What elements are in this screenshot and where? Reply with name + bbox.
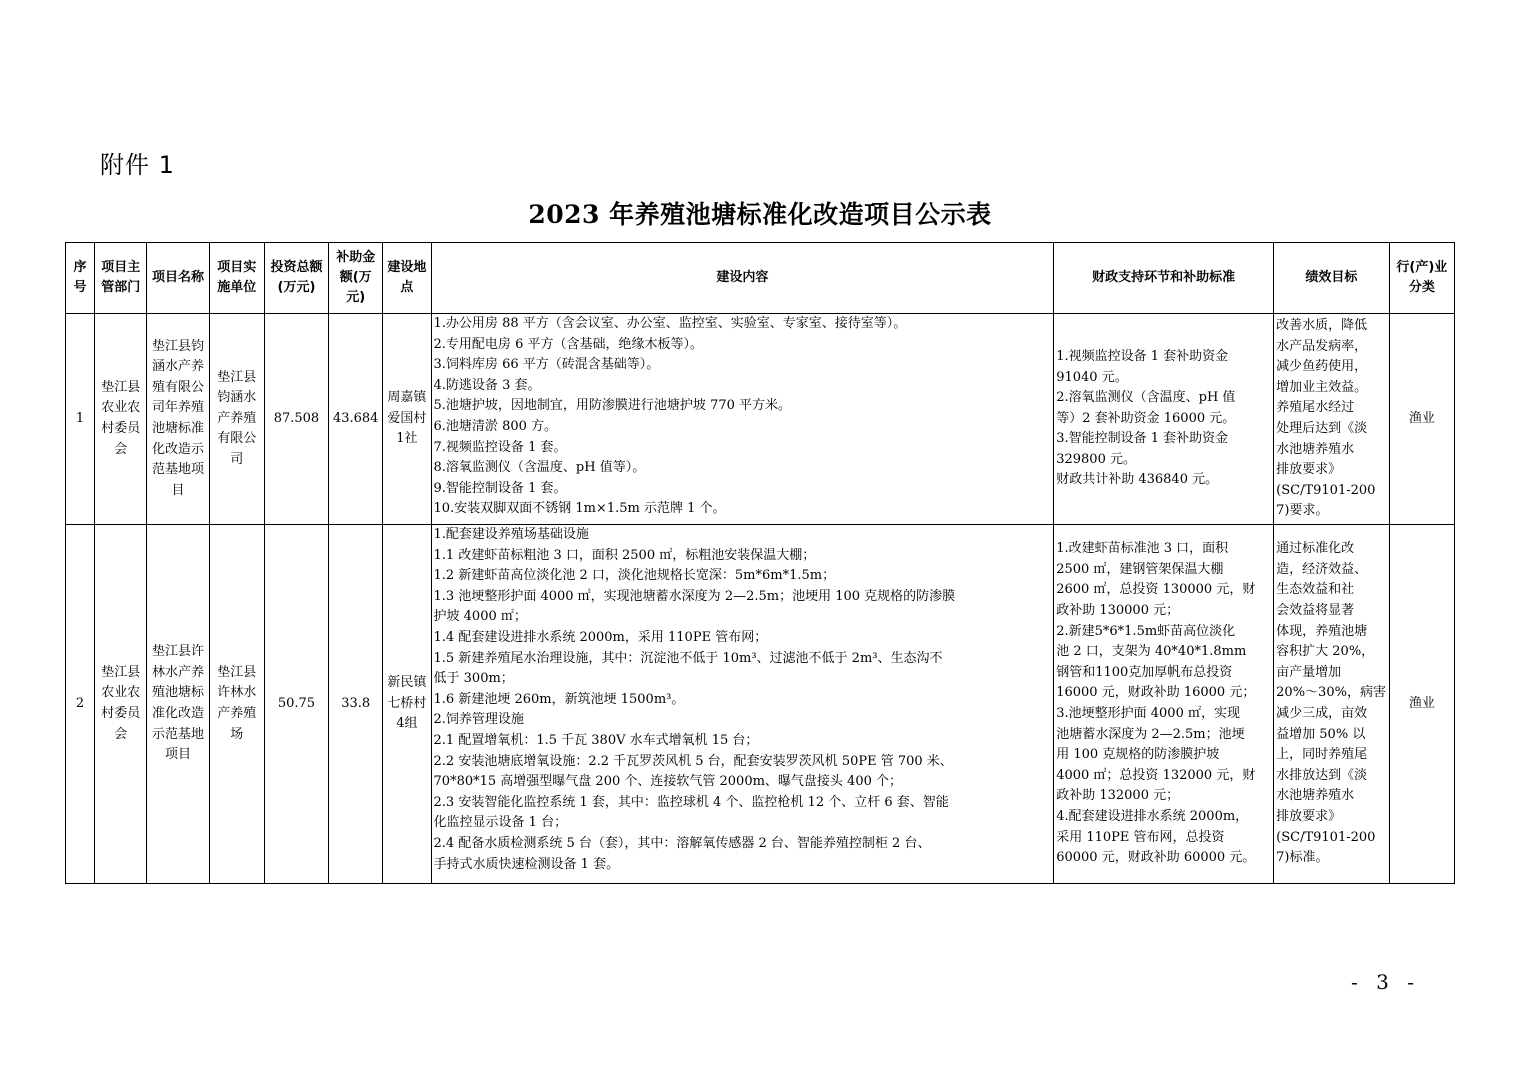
cell-line: 化监控显示设备 1 台； [433, 815, 568, 831]
cell-line: 1.视频监控设备 1 套补助资金 [1056, 348, 1229, 364]
cell-line: 2500 ㎡，建钢管架保温大棚 [1056, 561, 1224, 577]
header-place: 建设地点 [383, 243, 431, 314]
cell-line: 养殖尾水经过 [1276, 400, 1355, 416]
cell-line: 用 100 克规格的防渗膜护坡 [1056, 747, 1220, 763]
cell-line: 4.配套建设进排水系统 2000m， [1056, 808, 1249, 824]
cell-line: 329800 元。 [1056, 451, 1136, 467]
cell-content [431, 314, 1054, 525]
cell-industry: 渔业 [1389, 314, 1454, 525]
cell-unit: 垫江县钧涵水产养殖有限公司 [209, 314, 264, 525]
cell-name: 垫江县许林水产养殖池塘标准化改造示范基地项目 [147, 525, 209, 884]
header-invest: 投资总额(万元) [264, 243, 328, 314]
cell-line: 政补助 132000 元； [1056, 788, 1180, 804]
table-row [66, 525, 1455, 884]
cell-line: 16000 元，财政补助 16000 元； [1056, 685, 1256, 701]
project-table [65, 242, 1455, 884]
cell-line: 60000 元，财政补助 60000 元。 [1056, 850, 1256, 866]
cell-line: 2.4 配备水质检测系统 5 台（套），其中：溶解氧传感器 2 台、智能养殖控制柜 2 台、 [433, 835, 931, 851]
cell-line: 2.新建5*6*1.5m虾苗高位淡化 [1056, 623, 1236, 639]
header-subsidy: 补助金额(万元) [329, 243, 383, 314]
cell-line: 9.智能控制设备 1 套。 [433, 480, 567, 496]
cell-line: 造，经济效益、 [1276, 561, 1368, 577]
cell-line: 水产品发病率， [1276, 338, 1368, 354]
cell-line: 益增加 50% 以 [1276, 726, 1366, 742]
cell-line: 增加业主效益。 [1276, 379, 1368, 395]
cell-line: 水池塘养殖水 [1276, 788, 1355, 804]
cell-line: 2.专用配电房 6 平方（含基础，绝缘木板等）。 [433, 336, 703, 352]
cell-content [431, 525, 1054, 884]
cell-line: 减少鱼药使用， [1276, 359, 1368, 375]
cell-line: 1.改建虾苗标准池 3 口，面积 [1056, 541, 1229, 557]
cell-line: 排放要求》 [1276, 462, 1342, 478]
cell-line: 体现，养殖池塘 [1276, 623, 1368, 639]
cell-seq: 1 [66, 314, 95, 525]
header-unit: 项目实施单位 [209, 243, 264, 314]
cell-line: 减少三成，亩效 [1276, 706, 1368, 721]
cell-line: 钢管和1100克加厚帆布总投资 [1056, 664, 1233, 680]
cell-line: 3.饲料库房 66 平方（砖混含基础等）。 [433, 357, 660, 373]
cell-fiscal [1054, 314, 1274, 525]
cell-line: 1.2 新建虾苗高位淡化池 2 口，淡化池规格长宽深：5m*6m*1.5m； [433, 568, 836, 584]
cell-line: 池塘蓄水深度为 2—2.5m；池埂 [1056, 726, 1245, 742]
cell-line: 政补助 130000 元； [1056, 603, 1180, 619]
cell-line: 2600 ㎡，总投资 130000 元，财 [1056, 582, 1256, 598]
cell-line: 等）2 套补助资金 16000 元。 [1056, 410, 1236, 426]
cell-industry: 渔业 [1389, 525, 1454, 884]
cell-line: 处理后达到《淡 [1276, 421, 1368, 436]
cell-seq: 2 [66, 525, 95, 884]
page-number: - 3 - [1351, 970, 1420, 994]
cell-line: 7)要求。 [1276, 503, 1329, 519]
cell-line: 水池塘养殖水 [1276, 441, 1355, 457]
cell-line: (SC/T9101-200 [1276, 482, 1376, 498]
attachment-label: 附件 1 [100, 151, 175, 179]
cell-line: 亩产量增加 [1276, 664, 1342, 680]
cell-name: 垫江县钧涵水产养殖有限公司年养殖池塘标准化改造示范基地项目 [147, 314, 209, 525]
cell-subsidy: 33.8 [329, 525, 383, 884]
cell-subsidy: 43.684 [329, 314, 383, 525]
cell-line: 1.配套建设养殖场基础设施 [433, 527, 589, 542]
header-content: 建设内容 [431, 243, 1054, 314]
cell-line: 改善水质，降低 [1276, 318, 1368, 334]
cell-line: 8.溶氧监测仪（含温度、pH 值等）。 [433, 460, 646, 476]
cell-line: 7)标准。 [1276, 850, 1329, 866]
cell-line: 容积扩大 20%， [1276, 644, 1375, 660]
cell-line: 上，同时养殖尾 [1276, 747, 1368, 763]
document-title: 2023 年养殖池塘标准化改造项目公示表 [528, 200, 992, 229]
cell-line: 1.6 新建池埂 260m，新筑池埂 1500m³。 [433, 691, 685, 707]
cell-unit: 垫江县许林水产养殖场 [209, 525, 264, 884]
cell-line: (SC/T9101-200 [1276, 829, 1376, 845]
cell-dept: 垫江县农业农村委员会 [95, 314, 147, 525]
cell-invest: 50.75 [264, 525, 328, 884]
cell-line: 水排放达到《淡 [1276, 767, 1368, 783]
cell-line: 20%～30%，病害 [1276, 685, 1386, 701]
header-industry: 行(产)业分类 [1389, 243, 1454, 314]
cell-line: 2.2 安装池塘底增氧设施：2.2 千瓦罗茨风机 5 台，配套安装罗茨风机 50PE 管 700 米、 [433, 753, 953, 769]
cell-line: 采用 110PE 管布网，总投资 [1056, 829, 1225, 845]
cell-line: 通过标准化改 [1276, 541, 1355, 557]
cell-line: 2.饲养管理设施 [433, 712, 524, 728]
cell-line: 5.池塘护坡，因地制宜，用防渗膜进行池塘护坡 770 平方米。 [433, 398, 792, 414]
table-row [66, 314, 1455, 525]
cell-invest: 87.508 [264, 314, 328, 525]
cell-line: 1.办公用房 88 平方（含会议室、办公室、监控室、实验室、专家室、接待室等）。 [433, 316, 907, 331]
cell-line: 会效益将显著 [1276, 603, 1355, 619]
cell-line: 70*80*15 高增强型曝气盘 200 个、连接软气管 2000m、曝气盘接头 400 个； [433, 774, 902, 790]
cell-line: 2.1 配置增氧机：1.5 千瓦 380V 水车式增氧机 15 台； [433, 732, 759, 748]
cell-line: 1.3 池埂整形护面 4000 ㎡，实现池塘蓄水深度为 2—2.5m；池埂用 100 克规格的防渗膜 [433, 588, 956, 604]
cell-dept: 垫江县农业农村委员会 [95, 525, 147, 884]
cell-line: 4.防逃设备 3 套。 [433, 377, 541, 393]
cell-fiscal [1054, 525, 1274, 884]
table-header-row [66, 243, 1455, 314]
cell-line: 10.安装双脚双面不锈钢 1m×1.5m 示范牌 1 个。 [433, 501, 726, 517]
header-goal: 绩效目标 [1274, 243, 1389, 314]
header-dept: 项目主管部门 [95, 243, 147, 314]
cell-line: 2.3 安装智能化监控系统 1 套，其中：监控球机 4 个、监控枪机 12 个、立杆 6 套、智能 [433, 794, 949, 810]
cell-line: 排放要求》 [1276, 808, 1342, 824]
cell-line: 低于 300m； [433, 671, 514, 687]
cell-line: 1.1 改建虾苗标粗池 3 口，面积 2500 ㎡，标粗池安装保温大棚； [433, 547, 816, 563]
cell-line: 1.4 配套建设进排水系统 2000m，采用 110PE 管布网； [433, 629, 768, 645]
cell-place: 周嘉镇爱国村1社 [383, 314, 431, 525]
cell-line: 7.视频监控设备 1 套。 [433, 439, 567, 455]
header-name: 项目名称 [147, 243, 209, 314]
cell-line: 手持式水质快速检测设备 1 套。 [433, 856, 620, 872]
cell-line: 财政共计补助 436840 元。 [1056, 472, 1219, 488]
cell-place: 新民镇七桥村4组 [383, 525, 431, 884]
cell-line: 池 2 口，支架为 40*40*1.8mm [1056, 644, 1247, 660]
cell-goal [1274, 314, 1389, 525]
cell-line: 护坡 4000 ㎡； [433, 609, 527, 625]
cell-line: 2.溶氧监测仪（含温度、pH 值 [1056, 390, 1236, 406]
cell-line: 4000 ㎡；总投资 132000 元，财 [1056, 767, 1256, 783]
cell-line: 3.池埂整形护面 4000 ㎡，实现 [1056, 706, 1240, 721]
cell-line: 生态效益和社 [1276, 582, 1355, 598]
header-seq: 序号 [66, 243, 95, 314]
cell-line: 3.智能控制设备 1 套补助资金 [1056, 431, 1229, 447]
header-fiscal: 财政支持环节和补助标准 [1054, 243, 1274, 314]
cell-line: 6.池塘清淤 800 方。 [433, 418, 558, 434]
cell-line: 91040 元。 [1056, 369, 1128, 385]
cell-goal [1274, 525, 1389, 884]
cell-line: 1.5 新建养殖尾水治理设施，其中：沉淀池不低于 10m³、过滤池不低于 2m³、生态沟不 [433, 650, 943, 666]
